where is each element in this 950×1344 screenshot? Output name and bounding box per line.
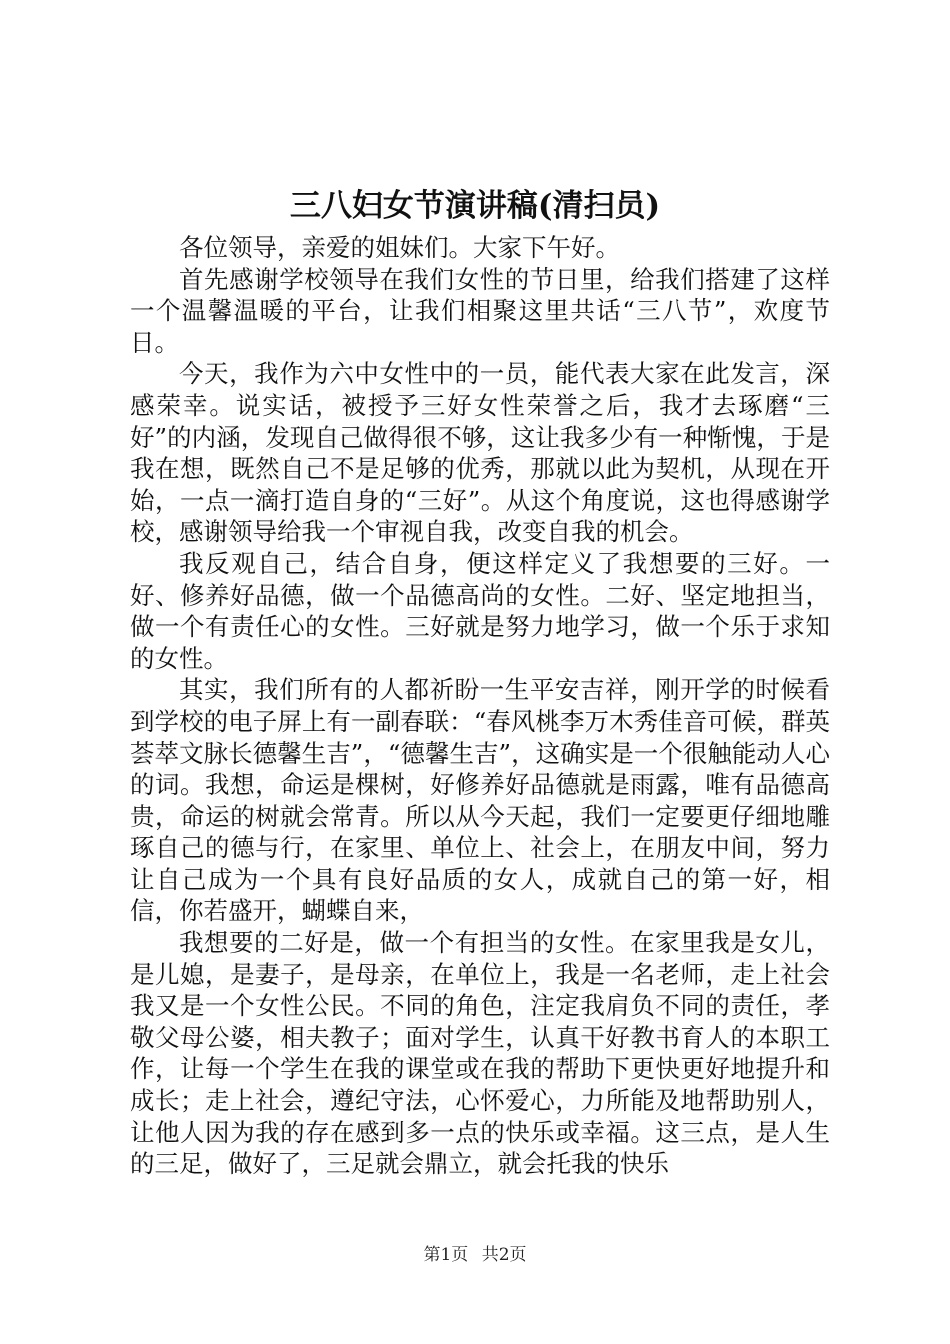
paragraph-greeting: 各位领导，亲爱的姐妹们。大家下午好。	[179, 233, 620, 262]
paragraph-three-goods: 我反观自己，结合自身，便这样定义了我想要的三好。一好、修养好品德，做一个品德高尚的女性。二好、坚定地担当，做一个有责任心的女性。三好就是努力地学习，做一个乐于求知的女性。	[130, 548, 830, 673]
paragraph-first-good: 其实，我们所有的人都祈盼一生平安吉祥，刚开学的时候看到学校的电子屏上有一副春联：“春风桃李万木秀佳音可候，群英荟萃文脉长德馨生吉”，“德馨生吉”，这确实是一个很触能动人心的词。我想，命运是棵树，好修养好品德就是雨露，唯有品德高贵，命运的树就会常青。所以从今天起，我们一定要更仔细地雕琢自己的德与行，在家里、单位上、社会上，在朋友中间，努力让自己成为一个具有良好品质的女人，成就自己的第一好，相信，你若盛开，蝴蝶自来，	[130, 675, 830, 926]
document-title: 三八妇女节演讲稿(清扫员)	[289, 188, 661, 224]
paragraph-second-good: 我想要的二好是，做一个有担当的女性。在家里我是女儿，是儿媳，是妻子，是母亲，在单位上，我是一名老师，走上社会我又是一个女性公民。不同的角色，注定我肩负不同的责任，孝敬父母公婆，相夫教子；面对学生，认真干好教书育人的本职工作，让每一个学生在我的课堂或在我的帮助下更快更好地提升和成长；走上社会，遵纪守法，心怀爱心，力所能及地帮助别人，让他人因为我的存在感到多一点的快乐或幸福。这三点，是人生的三足，做好了，三足就会鼎立，就会托我的快乐	[130, 928, 830, 1179]
page-number: 第1页	[423, 1245, 469, 1265]
document-body	[130, 232, 830, 1180]
page-footer	[0, 1244, 950, 1266]
page-total: 共2页	[481, 1245, 527, 1265]
paragraph-thanks: 首先感谢学校领导在我们女性的节日里，给我们搭建了这样一个温馨温暖的平台，让我们相聚这里共话“三八节”，欢度节日。	[130, 264, 830, 357]
paragraph-today: 今天，我作为六中女性中的一员，能代表大家在此发言，深感荣幸。说实话，被授予三好女性荣誉之后，我才去琢磨“三好”的内涵，发现自己做得很不够，这让我多少有一种惭愧，于是我在想，既然自己不是足够的优秀，那就以此为契机，从现在开始，一点一滴打造自身的“三好”。从这个角度说，这也得感谢学校，感谢领导给我一个审视自我，改变自我的机会。	[130, 359, 830, 547]
